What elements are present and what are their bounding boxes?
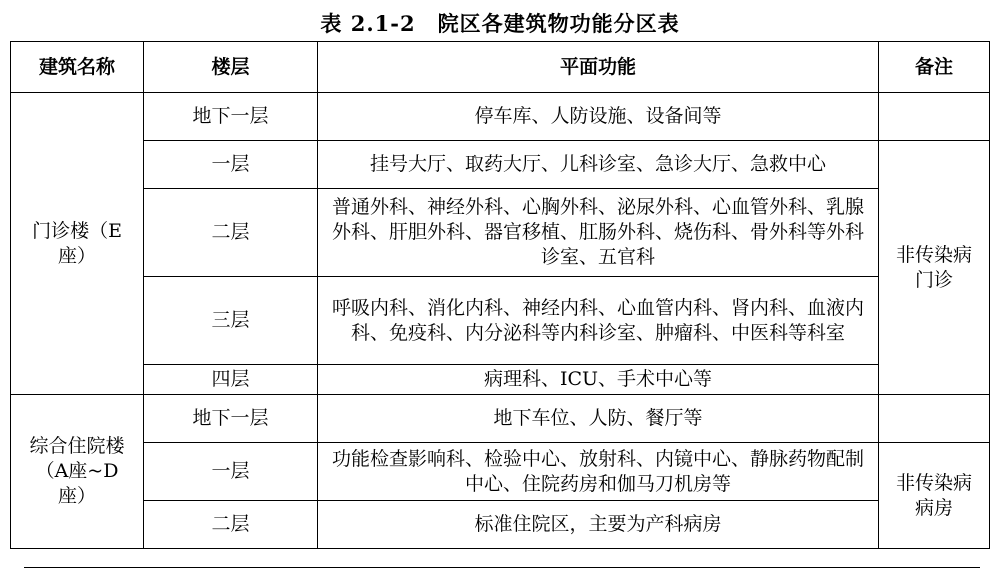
header-floor: 楼层 [144, 42, 318, 93]
function-cell: 挂号大厅、取药大厅、儿科诊室、急诊大厅、急救中心 [318, 141, 879, 189]
floor-cell: 四层 [144, 365, 318, 395]
function-zoning-table [10, 41, 990, 549]
function-cell: 普通外科、神经外科、心胸外科、泌尿外科、心血管外科、乳腺外科、肝胆外科、器官移植、肛肠外科、烧伤科、骨外科等外科诊室、五官科 [318, 189, 879, 277]
floor-cell: 一层 [144, 443, 318, 501]
floor-cell: 地下一层 [144, 395, 318, 443]
floor-cell: 二层 [144, 501, 318, 549]
remark-cell-empty [879, 395, 990, 443]
function-cell: 病理科、ICU、手术中心等 [318, 365, 879, 395]
function-cell: 呼吸内科、消化内科、神经内科、心血管内科、肾内科、血液内科、免疫科、内分泌科等内科诊室、肿瘤科、中医科等科室 [318, 277, 879, 365]
header-row [11, 42, 990, 93]
remark-cell: 非传染病门诊 [879, 141, 990, 395]
function-cell: 功能检查影响科、检验中心、放射科、内镜中心、静脉药物配制中心、住院药房和伽马刀机房等 [318, 443, 879, 501]
building-name-cell: 综合住院楼（A座~D座） [11, 395, 144, 549]
function-cell: 地下车位、人防、餐厅等 [318, 395, 879, 443]
table-number: 表 2.1-2 [320, 11, 416, 36]
table-row [11, 189, 990, 277]
table-row [11, 443, 990, 501]
function-cell: 停车库、人防设施、设备间等 [318, 93, 879, 141]
floor-cell: 二层 [144, 189, 318, 277]
floor-cell: 三层 [144, 277, 318, 365]
table-row [11, 93, 990, 141]
table-row [11, 501, 990, 549]
table-row [11, 141, 990, 189]
table-row [11, 365, 990, 395]
floor-cell: 一层 [144, 141, 318, 189]
header-remark: 备注 [879, 42, 990, 93]
header-function: 平面功能 [318, 42, 879, 93]
table-row [11, 277, 990, 365]
remark-cell: 非传染病病房 [879, 443, 990, 549]
remark-cell-empty [879, 93, 990, 141]
floor-cell: 地下一层 [144, 93, 318, 141]
bottom-rule [24, 567, 980, 568]
table-row [11, 395, 990, 443]
building-name-cell: 门诊楼（E座） [11, 93, 144, 395]
table-caption [0, 8, 1000, 38]
function-cell: 标准住院区，主要为产科病房 [318, 501, 879, 549]
table-title: 院区各建筑物功能分区表 [437, 11, 680, 36]
header-building: 建筑名称 [11, 42, 144, 93]
